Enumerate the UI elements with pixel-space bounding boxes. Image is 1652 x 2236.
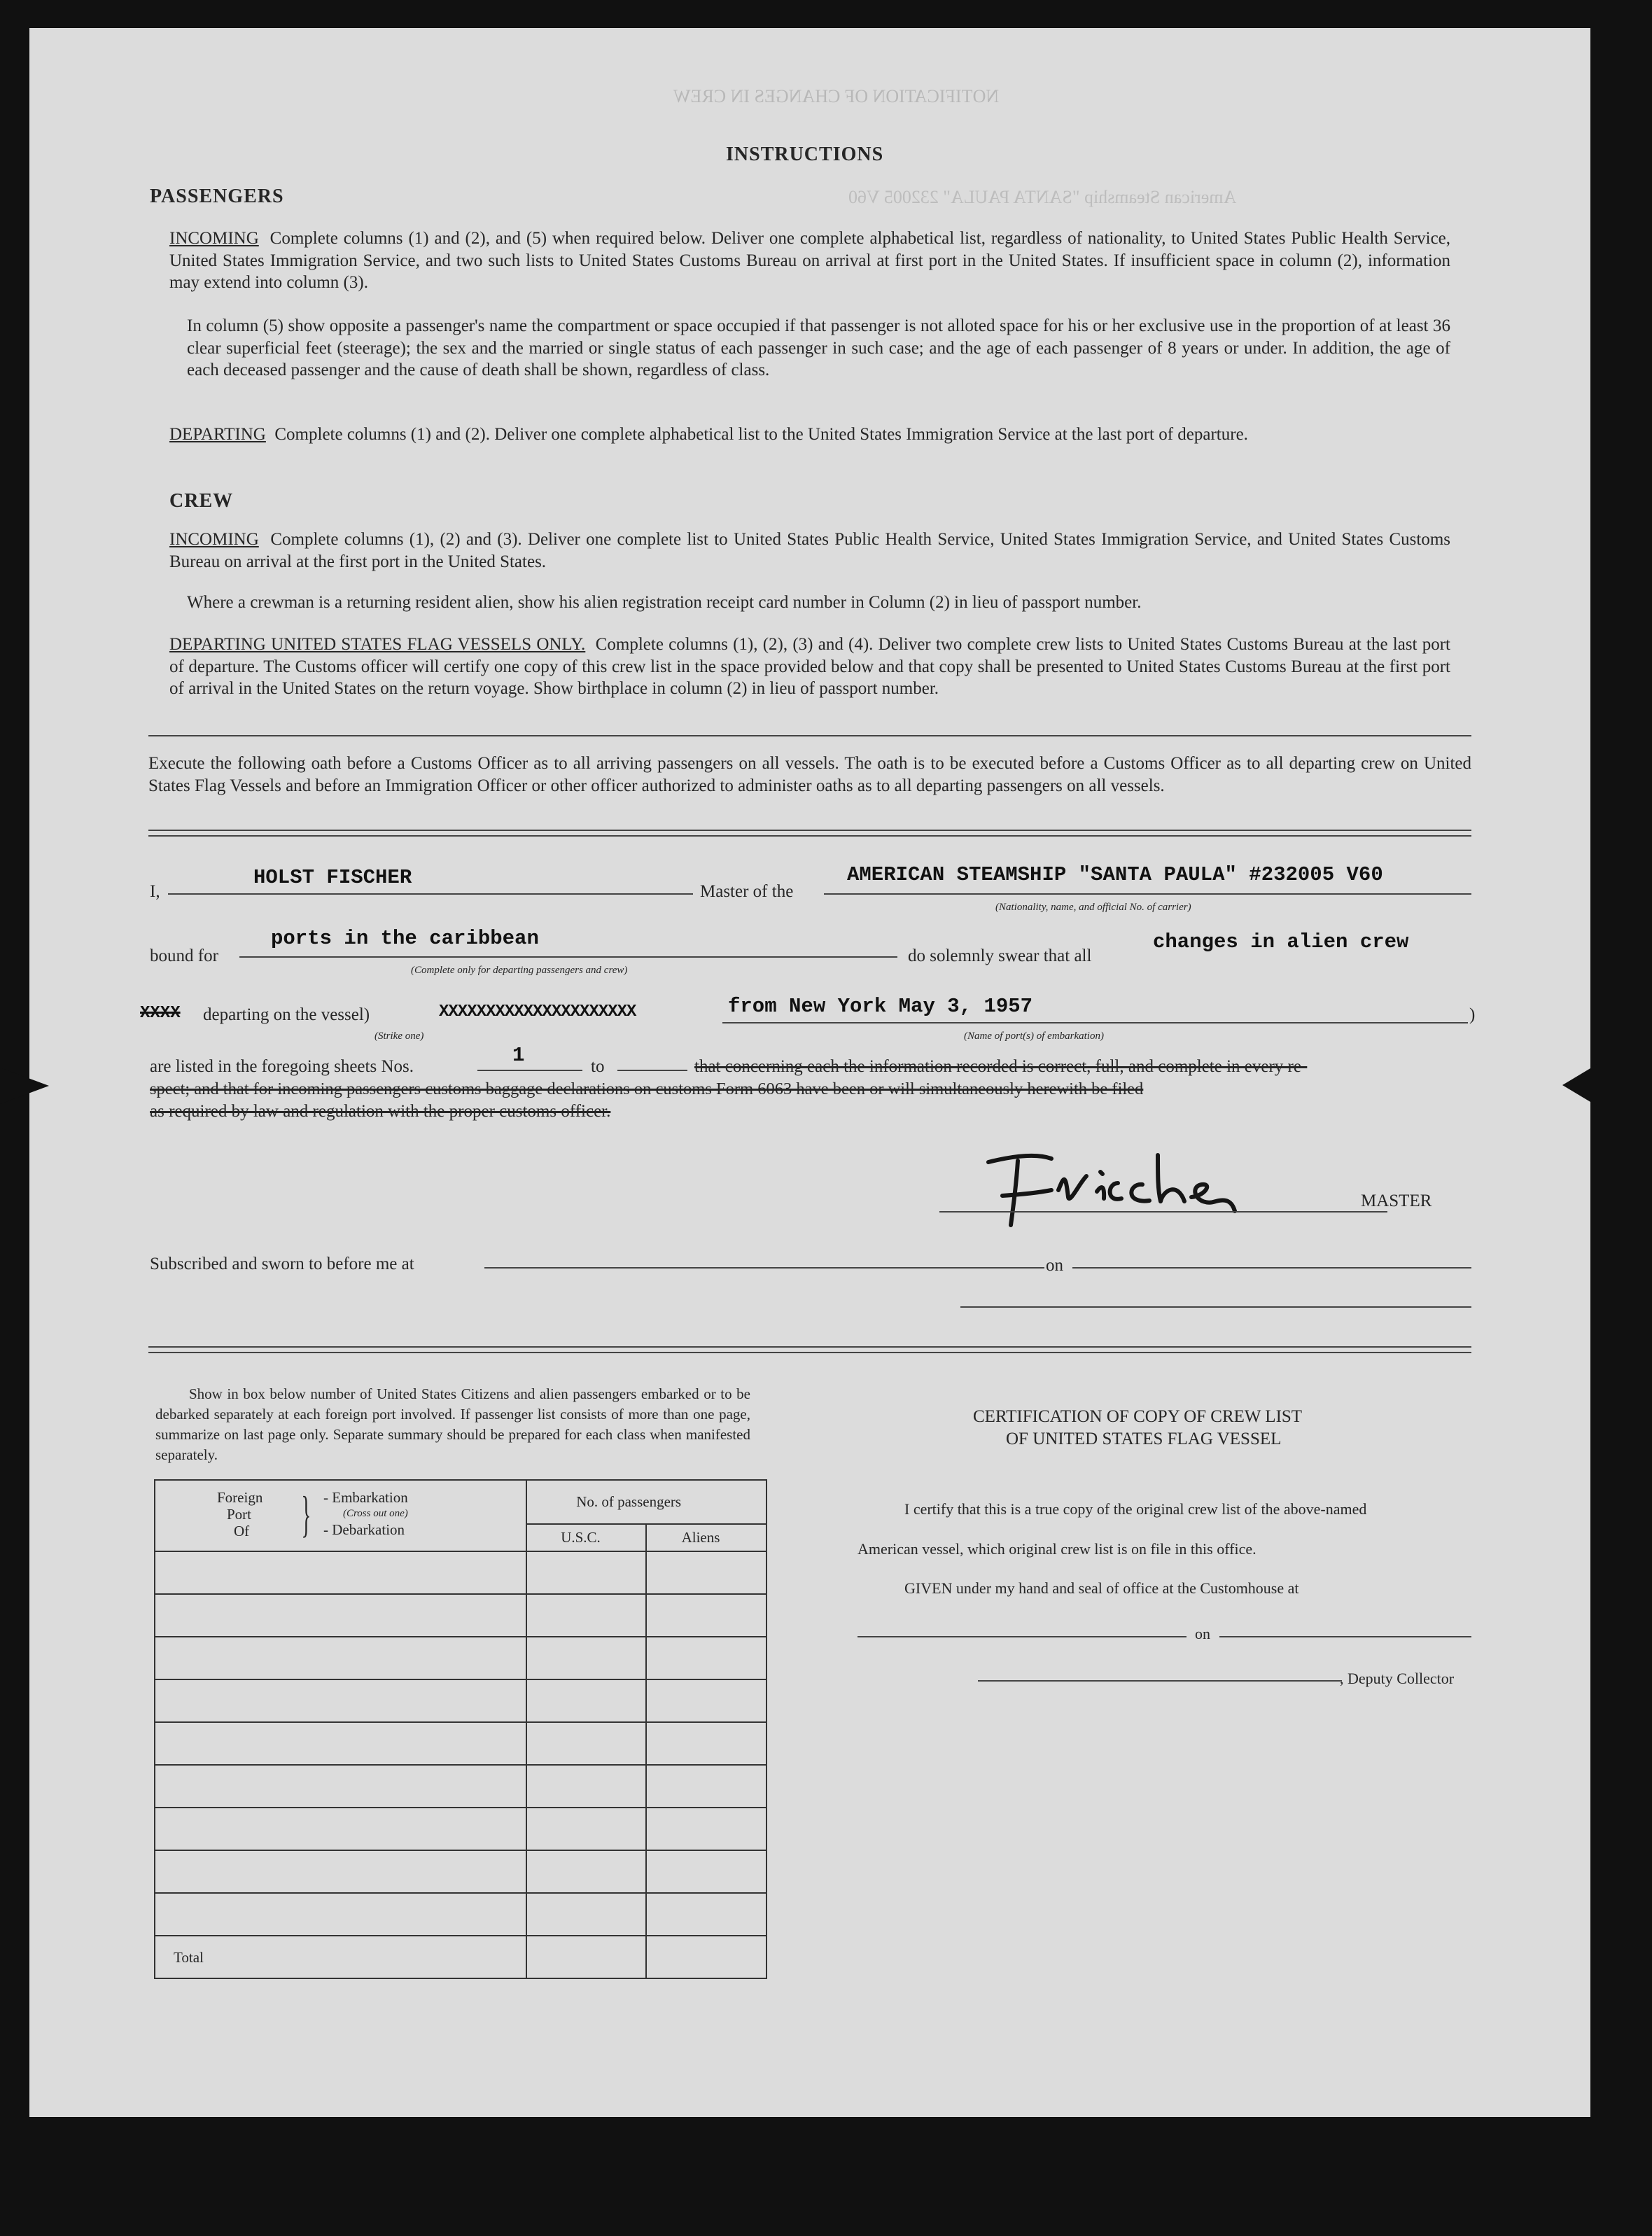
table-cell[interactable] xyxy=(155,1850,526,1893)
embarkation-line xyxy=(722,1022,1468,1023)
total-cell xyxy=(155,1936,526,1978)
double-divider xyxy=(148,1346,1471,1353)
passengers-column5-paragraph: In column (5) show opposite a passenger's name the compartment or space occupied if that passenger is not alloted space for his or her exclusive use in the proportion of at least 36 clear superficial feet (steerage); the sex and the married or single status of each passenger in such case; and the age of each passenger of 8 years or under. In addition, the age of each deceased passenger and the cause of death shall be shown, regardless of class. xyxy=(187,316,1450,379)
table-cell[interactable] xyxy=(155,1594,526,1637)
table-cell[interactable] xyxy=(155,1808,526,1850)
vessel-value[interactable]: AMERICAN STEAMSHIP "SANTA PAULA" #232005 V60 xyxy=(847,863,1383,886)
certification-title-2: OF UNITED STATES FLAG VESSEL xyxy=(1006,1430,1282,1448)
table-cell[interactable] xyxy=(526,1637,645,1679)
sheets-to-label: to xyxy=(591,1057,605,1076)
crew-departing-paragraph xyxy=(169,634,1450,700)
bound-for-value[interactable]: ports in the caribbean xyxy=(271,927,539,950)
certification-text-1: I certify that this is a true copy of the original crew list of the above-named xyxy=(904,1500,1367,1518)
incoming-text: Complete columns (1) and (2), and (5) when required below. Deliver one complete alphabetical list, regardless of nationality, to United States Public Health Service, United States Immigration Service, and two such lists to United States Customs Bureau on arrival at first port in the United States. If insufficient space in column (2), information may extend into column (3). xyxy=(169,229,1451,292)
table-row xyxy=(155,1679,766,1722)
summary-instructions: Show in box below number of United States Citizens and alien passengers embarked or to be debarked separately at each foreign port involved. If passenger list consists of more than one page, summarize on last page only. Separate summary should be prepared for each class when manifested separately. xyxy=(155,1385,750,1463)
table-cell[interactable] xyxy=(155,1637,526,1679)
table-cell[interactable] xyxy=(646,1722,766,1765)
table-cell[interactable] xyxy=(646,1893,766,1936)
sheets-to-line xyxy=(617,1070,687,1071)
bound-for-label: bound for xyxy=(150,946,218,965)
master-signature xyxy=(974,1134,1338,1239)
table-cell[interactable] xyxy=(526,1850,645,1893)
officer-signature-line xyxy=(960,1306,1471,1308)
struck-xs: XXXXXXXXXXXXXXXXXXXXX xyxy=(439,1002,636,1021)
sheets-from-line xyxy=(477,1070,582,1071)
table-cell[interactable] xyxy=(155,1765,526,1808)
table-cell[interactable] xyxy=(526,1551,645,1594)
table-row xyxy=(155,1551,766,1594)
usc-label: U.S.C. xyxy=(561,1529,601,1546)
total-row xyxy=(155,1936,766,1978)
table-cell[interactable] xyxy=(646,1594,766,1637)
table-cell[interactable] xyxy=(526,1722,645,1765)
table-row xyxy=(155,1637,766,1679)
table-cell[interactable] xyxy=(646,1637,766,1679)
port-header-cell xyxy=(155,1480,526,1551)
table-cell[interactable] xyxy=(526,1893,645,1936)
table-row xyxy=(155,1808,766,1850)
signature-line xyxy=(939,1211,1387,1213)
customhouse-line xyxy=(858,1636,1186,1637)
cross-out-caption: (Cross out one) xyxy=(343,1508,408,1519)
divider xyxy=(148,735,1471,736)
close-paren: ) xyxy=(1469,1005,1476,1024)
table-cell[interactable] xyxy=(155,1722,526,1765)
debarkation-label: - Debarkation xyxy=(323,1521,405,1538)
double-divider xyxy=(148,830,1471,837)
table-row xyxy=(155,1765,766,1808)
passengers-departing-paragraph xyxy=(169,424,1450,446)
table-cell[interactable] xyxy=(646,1551,766,1594)
crew-departing-text: Complete columns (1), (2), (3) and (4). Deliver two complete crew lists to United States Customs Bureau at the last port of departure. The Customs officer will certify one copy of this crew list in the space provided below and that copy shall be presented to United States Customs Bureau at the first port of arrival in the United States on the return voyage. Show birthplace in column (2) in lieu of passport number. xyxy=(169,635,1450,698)
subscribed-date-line xyxy=(1072,1267,1471,1269)
col-foreign: Foreign xyxy=(217,1489,263,1506)
col-port: Port xyxy=(227,1506,252,1523)
aliens-label: Aliens xyxy=(681,1529,720,1546)
table-cell[interactable] xyxy=(526,1808,645,1850)
passengers-incoming-paragraph xyxy=(169,228,1450,294)
table-row xyxy=(155,1850,766,1893)
bleed-through-text: NOTIFICATION OF CHANGES IN CREW xyxy=(673,86,1000,106)
total-label: Total xyxy=(174,1949,204,1966)
crew-departing-label: DEPARTING UNITED STATES FLAG VESSELS ONLY. xyxy=(169,635,586,654)
col-of: Of xyxy=(234,1523,250,1539)
instructions-title: INSTRUCTIONS xyxy=(726,144,884,165)
table-cell[interactable] xyxy=(526,1679,645,1722)
brace-icon: } xyxy=(301,1486,312,1542)
strike-prefix: XXXX xyxy=(140,1004,181,1023)
usc-header xyxy=(526,1524,645,1551)
master-name-value[interactable]: HOLST FISCHER xyxy=(253,866,412,889)
table-cell[interactable] xyxy=(646,1936,766,1978)
swear-label: do solemnly swear that all xyxy=(908,946,1092,965)
table-cell[interactable] xyxy=(646,1679,766,1722)
swear-value[interactable]: changes in alien crew xyxy=(1153,930,1409,953)
departing-label: DEPARTING xyxy=(169,425,266,444)
table-cell[interactable] xyxy=(646,1808,766,1850)
table-row xyxy=(155,1893,766,1936)
vessel-line xyxy=(824,893,1471,895)
passenger-summary-table xyxy=(154,1479,767,1979)
embarkation-caption: (Name of port(s) of embarkation) xyxy=(964,1030,1104,1042)
no-passengers-label: No. of passengers xyxy=(576,1493,682,1510)
table-cell[interactable] xyxy=(646,1765,766,1808)
aliens-header xyxy=(646,1524,766,1551)
certification-text-2: American vessel, which original crew list is on file in this office. xyxy=(858,1540,1256,1558)
given-date-line xyxy=(1219,1636,1471,1637)
given-on-label: on xyxy=(1195,1625,1210,1642)
departing-vessel-label: departing on the vessel) xyxy=(203,1005,370,1024)
struck-clause-2: spect; and that for incoming passengers customs baggage declarations on customs Form 6063 have been or will simultaneously herewith be filed xyxy=(150,1079,1144,1098)
table-cell[interactable] xyxy=(526,1594,645,1637)
table-row xyxy=(155,1594,766,1637)
tear-left xyxy=(0,1068,49,1104)
crew-incoming-text: Complete columns (1), (2) and (3). Deliver one complete list to United States Public Health Service, United States Immigration Service, and United States Customs Bureau on arrival at the first port in the United States. xyxy=(169,530,1451,571)
table-cell[interactable] xyxy=(526,1765,645,1808)
master-of-label: Master of the xyxy=(700,882,794,901)
struck-clause-1: that concerning each the information recorded is correct, full, and complete in every re- xyxy=(694,1057,1308,1076)
master-label: MASTER xyxy=(1361,1192,1432,1210)
document-page xyxy=(29,28,1590,2117)
table-cell[interactable] xyxy=(526,1936,645,1978)
bound-for-caption: (Complete only for departing passengers and crew) xyxy=(411,965,628,976)
table-cell[interactable] xyxy=(155,1679,526,1722)
vessel-caption: (Nationality, name, and official No. of carrier) xyxy=(995,902,1191,913)
incoming-label: INCOMING xyxy=(169,229,259,248)
master-name-line xyxy=(168,893,693,895)
embarkation-value[interactable]: from New York May 3, 1957 xyxy=(728,995,1033,1018)
subscribed-label: Subscribed and sworn to before me at xyxy=(150,1255,414,1273)
struck-clause-3: as required by law and regulation with the proper customs officer. xyxy=(150,1102,611,1121)
sheets-label: are listed in the foregoing sheets Nos. xyxy=(150,1057,414,1076)
table-cell[interactable] xyxy=(155,1551,526,1594)
passengers-title: PASSENGERS xyxy=(150,186,284,207)
strike-one-caption: (Strike one) xyxy=(374,1030,424,1042)
oath-intro-paragraph: Execute the following oath before a Customs Officer as to all arriving passengers on all vessels. The oath is to be executed before a Customs Officer as to all departing crew on United States Flag Vessels and before an Immigration Officer or other officer authorized to administer oaths as to all departing passengers on all vessels. xyxy=(148,754,1471,795)
bleed-through-text: American Steamship "SANTA PAULA" 232005 V60 xyxy=(848,187,1237,207)
bound-for-line xyxy=(239,956,897,958)
crew-incoming-paragraph xyxy=(169,529,1450,573)
deputy-collector-label: , Deputy Collector xyxy=(1340,1670,1455,1687)
table-row xyxy=(155,1722,766,1765)
deputy-signature-line xyxy=(978,1680,1342,1682)
subscribed-place-line xyxy=(484,1267,1044,1269)
tear-right xyxy=(1562,1064,1597,1106)
embarkation-label: - Embarkation xyxy=(323,1489,408,1506)
table-cell[interactable] xyxy=(155,1893,526,1936)
table-cell[interactable] xyxy=(646,1850,766,1893)
crew-resident-paragraph: Where a crewman is a returning resident alien, show his alien registration receipt card number in Column (2) in lieu of passport number. xyxy=(187,593,1142,612)
certification-title-1: CERTIFICATION OF COPY OF CREW LIST xyxy=(973,1407,1303,1426)
oath-i-label: I, xyxy=(150,882,160,901)
crew-title: CREW xyxy=(169,490,234,512)
sheets-from-value[interactable]: 1 xyxy=(512,1044,525,1067)
departing-text: Complete columns (1) and (2). Deliver one complete alphabetical list to the United States Immigration Service at the last port of departure. xyxy=(274,425,1248,444)
subscribed-on-label: on xyxy=(1046,1256,1063,1275)
no-passengers-header xyxy=(526,1480,766,1524)
given-text: GIVEN under my hand and seal of office at the Customhouse at xyxy=(904,1579,1299,1597)
crew-incoming-label: INCOMING xyxy=(169,530,259,549)
